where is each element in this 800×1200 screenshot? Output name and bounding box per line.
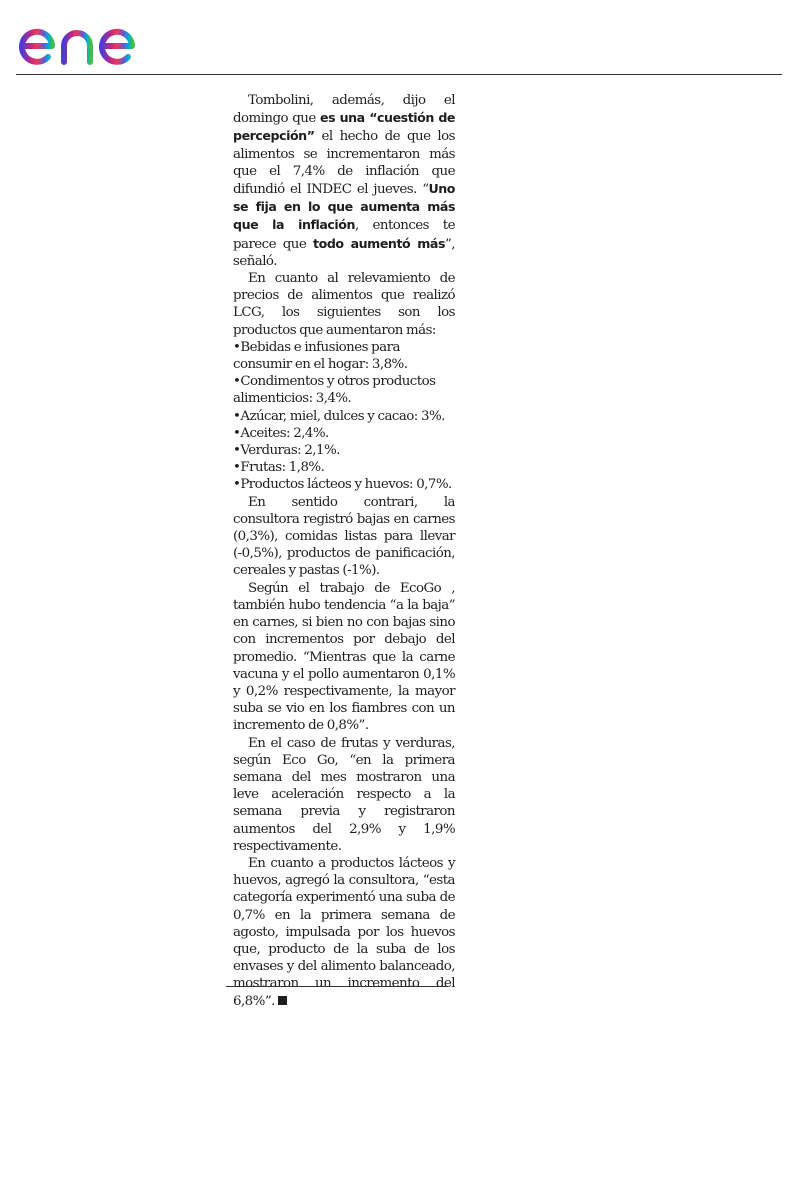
list-item: •Azúcar, miel, dulces y cacao: 3%. [233, 408, 445, 424]
paragraph-4: Según el trabajo de EcoGo , también hubo tendencia “a la baja” en carnes, si bien no con bajas sino con incrementos por debajo del promedio. “Mientras que la carne vacuna y el pollo aumentaron 0,1% y 0,2% respectivamente, la mayor suba se vio en los fiambres con un incremento de 0,8%”. [233, 580, 455, 734]
list-item: •Condimentos y otros productos alimenticios: 3,4%. [233, 374, 436, 407]
list-item: •Frutas: 1,8%. [233, 460, 325, 476]
article-end-rule [226, 986, 448, 987]
list-item: •Bebidas e infusiones para consumir en el hogar: 3,8%. [233, 339, 408, 373]
paragraph-1: Tombolini, además, dijo el domingo que es una “cuestión de percepción” el hecho de que los alimentos se incrementaron más que el 7,4% de inflación que difundió el INDEC el jueves. “Uno se fija en lo que aumenta más que la inflación, entonces te parece que todo aumentó más”, señaló. [233, 93, 456, 269]
logo-text: enel [18, 6, 21, 7]
paragraph-3: En sentido contrari, la consultora registró bajas en carnes (0,3%), comidas listas para llevar (-0,5%), productos de panificación, cereales y pastas (-1%). [233, 494, 455, 579]
paragraph-6-text: En cuanto a productos lácteos y huevos, agregó la consultora, “esta categoría experimentó una suba de 0,7% en la primera semana de agosto, impulsada por los huevos que, producto de la suba de los envases y del alimento balanceado, mostraron un incremento del 6,8%”. [233, 855, 455, 1009]
end-mark-icon [278, 996, 287, 1005]
paragraph-2: En cuanto al relevamiento de precios de alimentos que realizó LCG, los siguientes son los productos que aumentaron más: [233, 271, 455, 338]
list-item: •Aceites: 2,4%. [233, 425, 329, 441]
article-body [233, 92, 455, 1010]
paragraph-5: En el caso de frutas y verduras, según Eco Go, “en la primera semana del mes mostraron una leve aceleración respecto a la semana previa y registraron aumentos del 2,9% y 1,9% respectivamente. [233, 735, 455, 854]
list-item: •Productos lácteos y huevos: 0,7%. [233, 477, 452, 493]
list-item: •Verduras: 2,1%. [233, 443, 340, 459]
header-divider [16, 74, 782, 75]
enel-logo [18, 6, 173, 68]
